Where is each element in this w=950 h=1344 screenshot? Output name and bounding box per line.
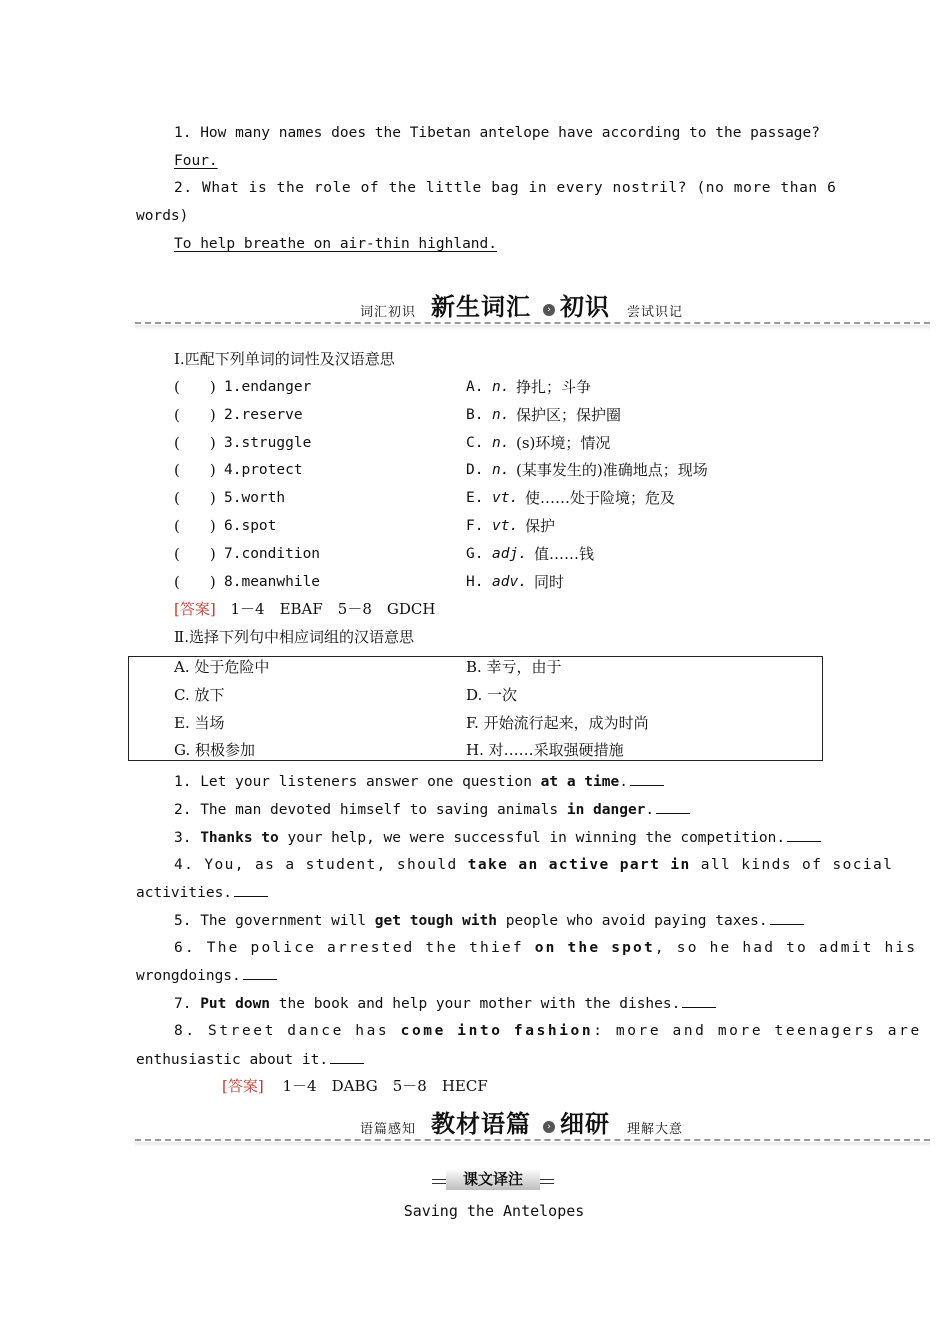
sentence-3: 3. Thanks to your help, we were successful in winning the competition.	[174, 827, 821, 848]
part-of-speech: vt.	[492, 518, 519, 534]
chinese-meaning: 使……处于险境；危及	[525, 489, 676, 508]
answer-paren[interactable]: ( )	[174, 378, 216, 396]
answer-blank[interactable]	[243, 965, 277, 980]
answer-blank[interactable]	[787, 827, 821, 842]
chinese-meaning: (s)环境；情况	[516, 433, 611, 452]
answer-row-2	[222, 1076, 488, 1096]
answer-paren[interactable]: ( )	[174, 517, 216, 535]
option-letter: G.	[466, 545, 484, 562]
answer-label: [答案]	[222, 1077, 264, 1095]
chinese-meaning: 保护	[525, 517, 556, 535]
chinese-meaning: (某事发生的)准确地点；现场	[516, 461, 708, 480]
chevron-right-icon: ›	[543, 1121, 555, 1133]
section-2-title: Ⅱ.选择下列句中相应词组的汉语意思	[174, 628, 414, 646]
sentence-4: 4. You, as a student, should take an active part in all kinds of social	[174, 857, 894, 873]
answer-blank[interactable]	[656, 799, 690, 814]
vocab-word: 4.protect	[224, 462, 303, 479]
chinese-meaning: 值……钱	[534, 544, 595, 563]
chinese-meaning: 保护区；保护圈	[516, 405, 622, 424]
section-1-title: Ⅰ.匹配下列单词的词性及汉语意思	[174, 350, 395, 368]
sentence-2: 2. The man devoted himself to saving animals in danger.	[174, 799, 690, 820]
banner-title: 新生词汇	[431, 293, 531, 321]
option-letter: B.	[466, 406, 484, 423]
answer-text: 1－4 EBAF 5－8 GDCH	[230, 600, 436, 618]
answer-blank[interactable]	[630, 771, 664, 786]
sentence-8: 8. Street dance has come into fashion: more and more teenagers are	[174, 1023, 922, 1039]
chinese-meaning: 同时	[534, 572, 565, 591]
answer-paren[interactable]: ( )	[174, 489, 216, 508]
banner-left-text: 词汇初识	[360, 305, 417, 320]
phrase-option: A. 处于危险中	[174, 658, 270, 676]
vocab-word: 7.condition	[224, 545, 321, 562]
part-of-speech: n.	[492, 406, 510, 423]
banner-divider	[135, 322, 930, 324]
part-of-speech: vt.	[492, 490, 519, 507]
answer-label: [答案]	[174, 600, 216, 618]
sentence-7: 7. Put down the book and help your mother with the dishes.	[174, 993, 716, 1014]
option-letter: F.	[466, 518, 484, 534]
answer-row-1	[174, 599, 435, 619]
option-letter: D.	[466, 462, 484, 479]
answer-paren[interactable]: ( )	[174, 433, 216, 452]
answer-2: To help breathe on air-thin highland.	[174, 236, 498, 252]
banner-left-text: 语篇感知	[360, 1122, 417, 1137]
answer-blank[interactable]	[330, 1049, 364, 1064]
section-tag	[432, 1168, 554, 1192]
question-2: 2. What is the role of the little bag in every nostril? (no more than 6	[174, 180, 837, 196]
answer-paren[interactable]: ( )	[174, 405, 216, 424]
phrase-option: F. 开始流行起来，成为时尚	[466, 713, 649, 732]
sentence-6-cont: wrongdoings.	[136, 965, 277, 986]
option-letter: C.	[466, 434, 484, 451]
option-letter: E.	[466, 490, 484, 507]
question-1: 1. How many names does the Tibetan antelope have according to the passage?	[174, 125, 821, 141]
section-tag-label: 课文译注	[446, 1168, 540, 1190]
vocab-word: 3.struggle	[224, 434, 312, 451]
sentence-1: 1. Let your listeners answer one question at a time.	[174, 771, 664, 792]
phrase-option: G. 积极参加	[174, 741, 255, 760]
sentence-6: 6. The police arrested the thief on the spot, so he had to admit his	[174, 940, 918, 956]
answer-blank[interactable]	[682, 993, 716, 1008]
answer-paren[interactable]: ( )	[174, 572, 216, 591]
section-banner-passage	[135, 1107, 930, 1147]
part-of-speech: n.	[492, 379, 510, 395]
option-letter: H.	[466, 573, 484, 590]
question-2-cont: words)	[136, 208, 189, 224]
part-of-speech: adv.	[492, 573, 527, 590]
banner-title: 教材语篇	[431, 1110, 531, 1138]
vocab-word: 5.worth	[224, 490, 286, 507]
option-letter: A.	[466, 379, 484, 395]
phrase-option: C. 放下	[174, 685, 225, 704]
banner-title-2: 初识	[560, 293, 610, 321]
sentence-8-cont: enthusiastic about it.	[136, 1049, 364, 1070]
sentence-4-cont: activities.	[136, 882, 268, 903]
answer-text: 1－4 DABG 5－8 HECF	[282, 1077, 488, 1095]
chinese-meaning: 挣扎；斗争	[516, 378, 592, 396]
chevron-right-icon: ›	[543, 304, 555, 316]
sentence-5: 5. The government will get tough with people who avoid paying taxes.	[174, 910, 804, 931]
answer-1: Four.	[174, 153, 218, 169]
banner-right-text: 尝试识记	[627, 305, 684, 320]
part-of-speech: n.	[492, 462, 510, 479]
section-banner-vocabulary	[135, 290, 930, 330]
vocab-word: 2.reserve	[224, 406, 303, 423]
vocab-word: 8.meanwhile	[224, 573, 321, 590]
phrase-option: H. 对……采取强硬措施	[466, 741, 624, 760]
answer-blank[interactable]	[234, 882, 268, 897]
passage-title: Saving the Antelopes	[403, 1202, 585, 1220]
answer-paren[interactable]: ( )	[174, 544, 216, 563]
banner-right-text: 理解大意	[627, 1122, 684, 1137]
part-of-speech: n.	[492, 434, 510, 451]
vocab-word: 1.endanger	[224, 379, 312, 395]
answer-blank[interactable]	[770, 910, 804, 925]
phrase-option: B. 幸亏，由于	[466, 658, 562, 676]
vocab-word: 6.spot	[224, 518, 277, 534]
answer-paren[interactable]: ( )	[174, 461, 216, 480]
part-of-speech: adj.	[492, 545, 527, 562]
phrase-option: E. 当场	[174, 713, 225, 732]
banner-divider	[135, 1139, 930, 1141]
banner-title-2: 细研	[560, 1110, 610, 1138]
phrase-option: D. 一次	[466, 685, 518, 704]
